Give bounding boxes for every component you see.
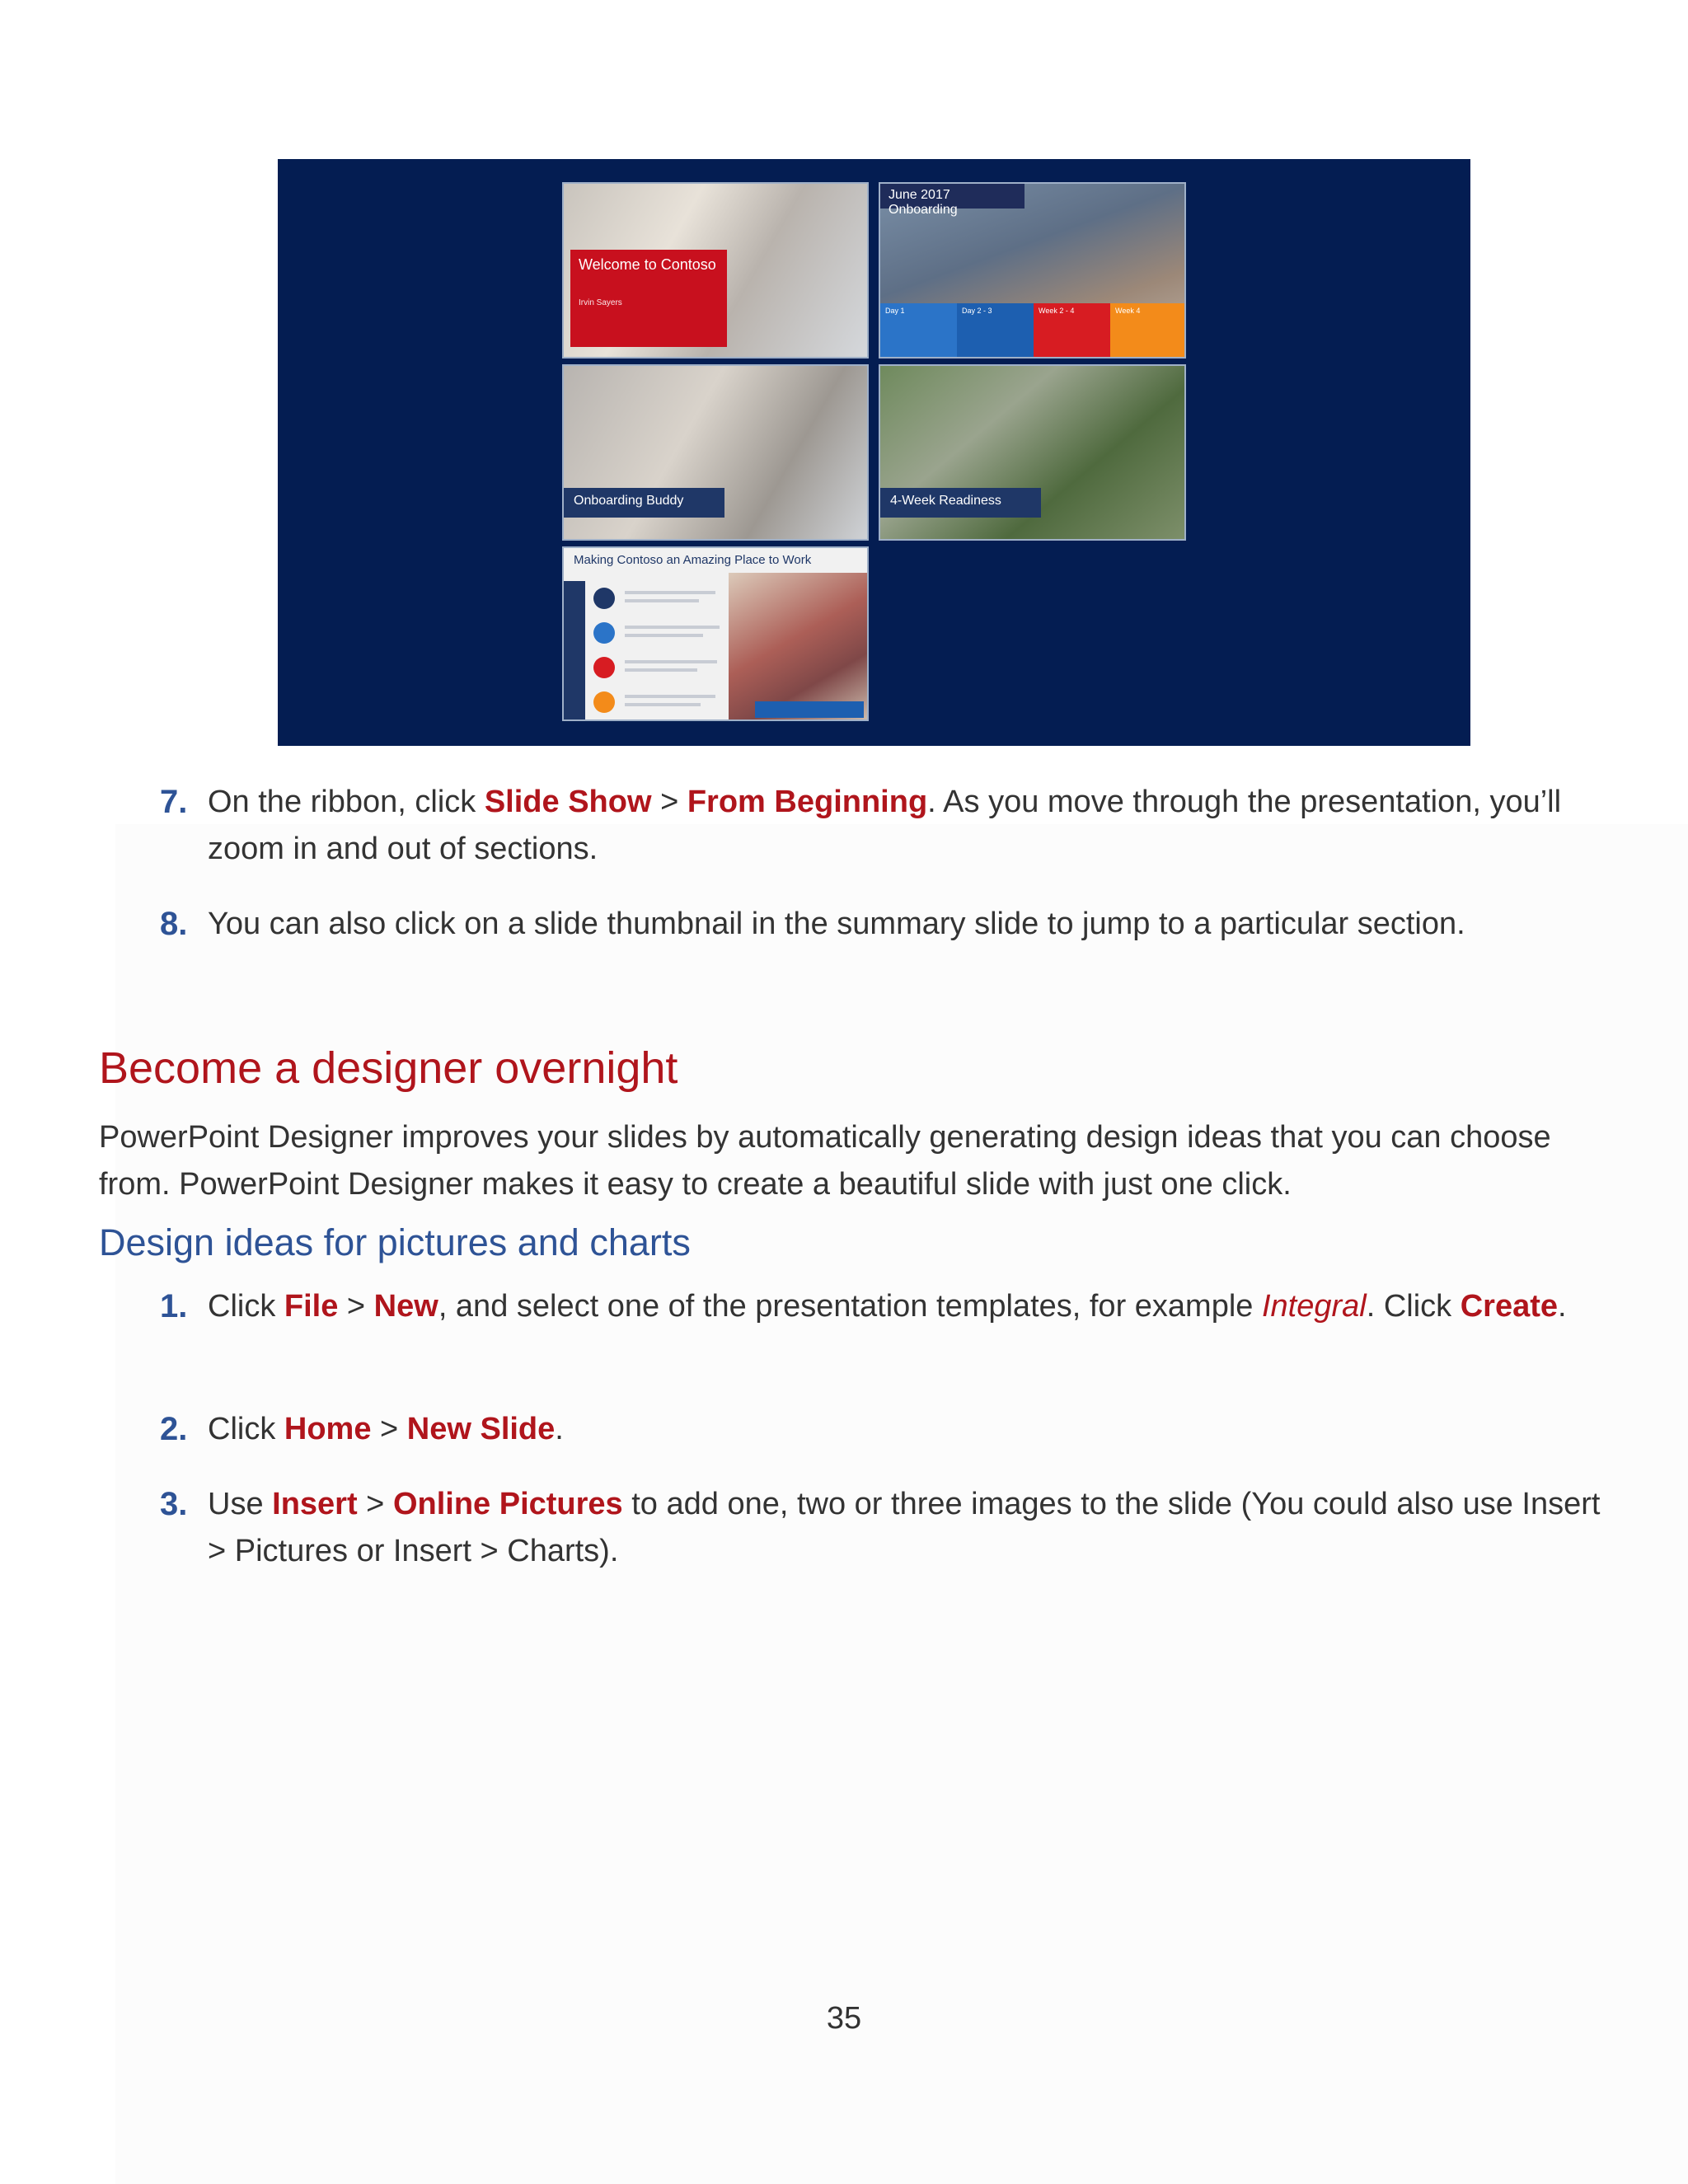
text-line	[625, 660, 717, 663]
list-item-8	[160, 901, 1615, 948]
list-number: 2.	[160, 1411, 188, 1447]
amazing-footer-bar	[755, 701, 864, 718]
onboarding-col-1: Day 1	[880, 303, 957, 359]
welcome-subtitle: Irvin Sayers	[579, 298, 622, 307]
step-dot-1	[593, 588, 615, 609]
step-dot-4	[593, 691, 615, 713]
list-text: Use Insert > Online Pictures to add one, two or three images to the slide (You could also use Insert > Pictures or Insert > Charts).	[208, 1487, 1601, 1568]
onboarding-title: June 2017 Onboarding	[880, 184, 1025, 209]
bold-online-pictures: Online Pictures	[392, 1487, 623, 1521]
list-text: Click File > New, and select one of the presentation templates, for example Integral. Click Create.	[208, 1289, 1567, 1324]
tile-welcome	[562, 182, 869, 359]
tile-amazing-place	[562, 546, 869, 721]
step-dot-2	[593, 622, 615, 644]
text-line	[625, 668, 697, 672]
text-line	[625, 599, 699, 602]
bold-create: Create	[1460, 1289, 1559, 1324]
bold-slide-show: Slide Show	[484, 785, 652, 819]
text-line	[625, 695, 715, 698]
list-number: 1.	[160, 1288, 188, 1324]
text-line	[625, 634, 703, 637]
list-item-2	[160, 1406, 1615, 1453]
section-heading: Become a designer overnight	[99, 1043, 678, 1093]
text-line	[625, 626, 720, 629]
welcome-title: Welcome to Contoso	[579, 256, 716, 273]
onboarding-col-3: Week 2 - 4	[1034, 303, 1110, 359]
list-number: 8.	[160, 906, 188, 942]
list-text: On the ribbon, click Slide Show > From Beginning. As you move through the presentation, you’ll zoom in and out of sections.	[208, 785, 1562, 866]
text-line	[625, 591, 715, 594]
bold-new-slide: New Slide	[406, 1412, 556, 1446]
buddy-label: Onboarding Buddy	[564, 488, 724, 518]
italic-integral: Integral	[1261, 1289, 1367, 1324]
welcome-red-box	[570, 250, 727, 347]
onboarding-col-2: Day 2 - 3	[957, 303, 1034, 359]
list-text: You can also click on a slide thumbnail in the summary slide to jump to a particular section.	[208, 907, 1465, 941]
bold-from-beginning: From Beginning	[687, 785, 928, 819]
amazing-title: Making Contoso an Amazing Place to Work	[574, 553, 812, 567]
readiness-label: 4-Week Readiness	[880, 488, 1041, 518]
amazing-side-strip	[564, 581, 585, 721]
list-number: 3.	[160, 1486, 188, 1522]
list-item-7	[160, 779, 1615, 873]
summary-zoom-screenshot	[278, 159, 1470, 746]
bold-new: New	[373, 1289, 438, 1324]
page-number: 35	[826, 2001, 862, 2036]
step-dot-3	[593, 657, 615, 678]
bold-insert: Insert	[272, 1487, 358, 1521]
list-item-3	[160, 1481, 1615, 1575]
amazing-photo	[729, 573, 869, 721]
bold-home: Home	[284, 1412, 372, 1446]
section-paragraph: PowerPoint Designer improves your slides by automatically generating design ideas that you can choose from. PowerPoint Designer makes it easy to create a beautiful slide with just one click.	[99, 1120, 1551, 1202]
bold-file: File	[284, 1289, 339, 1324]
section-subheading: Design ideas for pictures and charts	[99, 1221, 691, 1263]
list-text: Click Home > New Slide.	[208, 1412, 564, 1446]
tile-onboarding	[879, 182, 1186, 359]
onboarding-col-4: Week 4	[1110, 303, 1186, 359]
list-item-1	[160, 1283, 1615, 1330]
list-number: 7.	[160, 784, 188, 820]
text-line	[625, 703, 701, 706]
tile-readiness	[879, 364, 1186, 541]
tile-onboarding-buddy	[562, 364, 869, 541]
